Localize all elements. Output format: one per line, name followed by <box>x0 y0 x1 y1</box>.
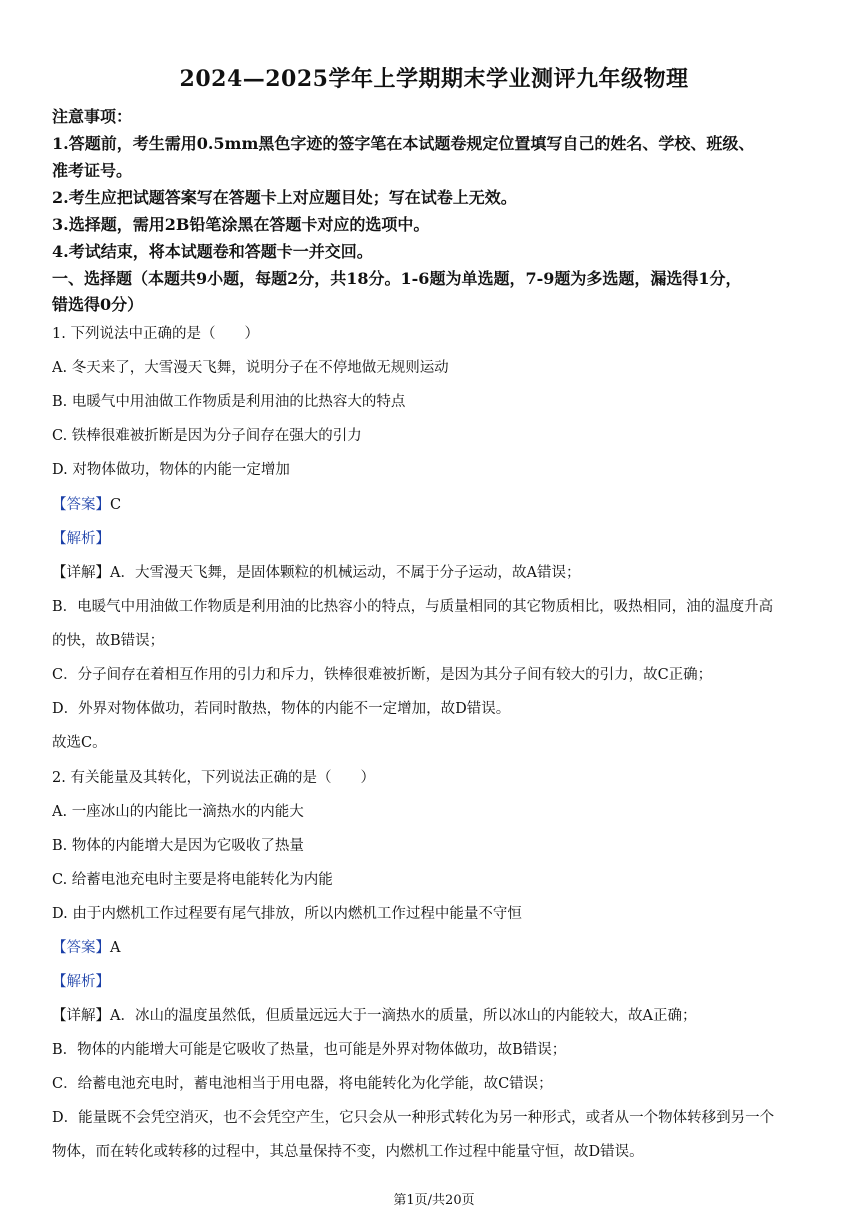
question-option: B. 物体的内能增大是因为它吸收了热量 <box>52 838 304 854</box>
section-heading-cont: 错选得0分） <box>52 295 144 314</box>
detail-text: A．冰山的温度虽然低，但质量远远大于一滴热水的质量，所以冰山的内能较大，故A正确； <box>110 1008 697 1024</box>
answer-tag: 【答案】 <box>52 940 110 956</box>
answer-tag: 【答案】 <box>52 497 110 513</box>
answer-value: A <box>110 940 121 956</box>
question-option: B. 电暖气中用油做工作物质是利用油的比热容大的特点 <box>52 394 406 410</box>
question-option: A. 冬天来了，大雪漫天飞舞，说明分子在不停地做无规则运动 <box>52 360 449 376</box>
answer-line <box>52 493 822 514</box>
detail-text: C．给蓄电池充电时，蓄电池相当于用电器，将电能转化为化学能，故C错误； <box>52 1076 553 1092</box>
detail-text: 的快，故B错误； <box>52 633 165 649</box>
analysis-tag: 【解析】 <box>52 531 110 547</box>
detail-line <box>52 561 822 582</box>
page-title: 2024—2025学年上学期期末学业测评九年级物理 <box>179 66 689 92</box>
analysis-tag: 【解析】 <box>52 974 110 990</box>
detail-text: D．能量既不会凭空消灭，也不会凭空产生，它只会从一种形式转化为另一种形式，或者从一个物体转移到另一个 <box>52 1110 775 1126</box>
notice-item: 1.答题前，考生需用0.5mm黑色字迹的签字笔在本试题卷规定位置填写自己的姓名、学校、班级、 <box>52 134 755 153</box>
detail-text: C．分子间存在着相互作用的引力和斥力，铁棒很难被折断，是因为其分子间有较大的引力，故C正确； <box>52 667 713 683</box>
answer-line <box>52 936 822 957</box>
page-number: 第1页/共20页 <box>393 1193 475 1208</box>
question-stem: 1. 下列说法中正确的是（ ） <box>52 326 259 342</box>
detail-text: B．物体的内能增大可能是它吸收了热量，也可能是外界对物体做功，故B错误； <box>52 1042 567 1058</box>
question-option: C. 给蓄电池充电时主要是将电能转化为内能 <box>52 872 333 888</box>
notice-item: 3.选择题，需用2B铅笔涂黑在答题卡对应的选项中。 <box>52 215 430 234</box>
notice-item: 4.考试结束，将本试题卷和答题卡一并交回。 <box>52 242 373 261</box>
question-option: D. 对物体做功，物体的内能一定增加 <box>52 462 290 478</box>
question-option: A. 一座冰山的内能比一滴热水的内能大 <box>52 804 304 820</box>
notice-heading: 注意事项： <box>52 107 133 126</box>
detail-tag: 【详解】 <box>52 565 110 581</box>
detail-text: B．电暖气中用油做工作物质是利用油的比热容小的特点，与质量相同的其它物质相比，吸热相同，油的温度升高 <box>52 599 774 615</box>
detail-text: 故选C。 <box>52 735 107 751</box>
detail-text: D．外界对物体做功，若同时散热，物体的内能不一定增加，故D错误。 <box>52 701 511 717</box>
detail-text: A．大雪漫天飞舞，是固体颗粒的机械运动，不属于分子运动，故A错误； <box>110 565 581 581</box>
section-heading: 一、选择题（本题共9小题，每题2分，共18分。1-6题为单选题，7-9题为多选题，漏选得1分， <box>52 269 742 288</box>
detail-tag: 【详解】 <box>52 1008 110 1024</box>
question-stem: 2. 有关能量及其转化，下列说法正确的是（ ） <box>52 770 375 786</box>
detail-line <box>52 1004 822 1025</box>
detail-text: 物体，而在转化或转移的过程中，其总量保持不变，内燃机工作过程中能量守恒，故D错误。 <box>52 1144 644 1160</box>
question-option: D. 由于内燃机工作过程要有尾气排放，所以内燃机工作过程中能量不守恒 <box>52 906 522 922</box>
question-option: C. 铁棒很难被折断是因为分子间存在强大的引力 <box>52 428 362 444</box>
notice-item: 准考证号。 <box>52 161 133 180</box>
answer-value: C <box>110 497 122 513</box>
notice-item: 2.考生应把试题答案写在答题卡上对应题目处；写在试卷上无效。 <box>52 188 517 207</box>
